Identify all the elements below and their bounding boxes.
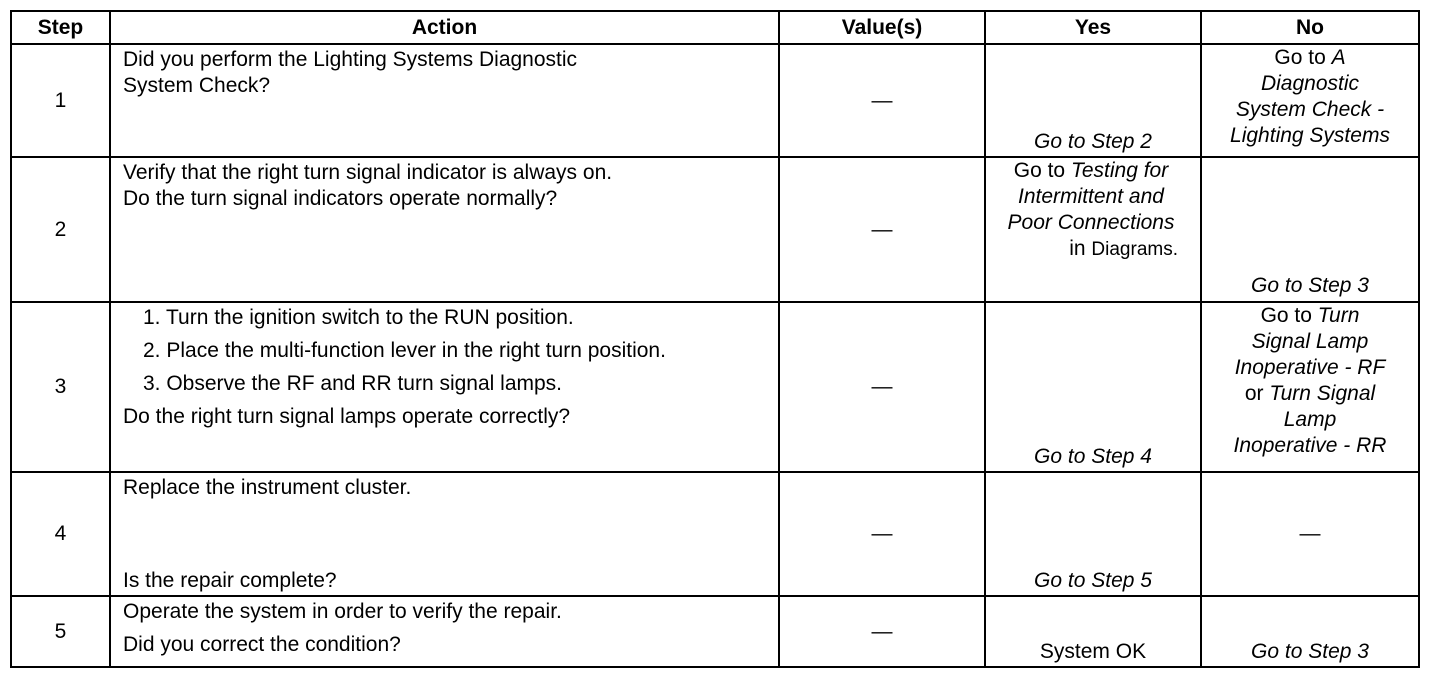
table-row-step-4 — [11, 472, 1419, 596]
list-item: 2. Place the multi-function lever in the right turn position. — [143, 339, 666, 362]
action-cell — [110, 157, 779, 302]
action-text: Replace the instrument cluster. — [123, 476, 412, 499]
table-row-step-2 — [11, 157, 1419, 302]
value-cell: — — [779, 302, 985, 472]
action-text: Operate the system in order to verify the repair. — [123, 600, 562, 623]
table-row-step-5 — [11, 596, 1419, 667]
yes-link-text: in Diagrams. — [1069, 237, 1178, 260]
yes-cell — [985, 302, 1201, 472]
step-number: 2 — [11, 157, 110, 302]
yes-link-text: Poor Connections — [1007, 211, 1175, 234]
table-row-step-1 — [11, 44, 1419, 157]
header-action: Action — [110, 11, 779, 44]
action-text: System Check? — [123, 74, 271, 97]
value-cell: — — [779, 472, 985, 596]
value-cell: — — [779, 596, 985, 667]
step-number: 4 — [11, 472, 110, 596]
list-item: 3. Observe the RF and RR turn signal lamps. — [143, 372, 563, 395]
action-text: Verify that the right turn signal indicator is always on. — [123, 161, 613, 184]
action-cell — [110, 302, 779, 472]
no-link[interactable]: Go to Turn — [1260, 304, 1360, 327]
yes-result: System OK — [1039, 640, 1147, 663]
action-question: Do the turn signal indicators operate normally? — [123, 187, 558, 210]
no-link[interactable]: Go to Step 3 — [1251, 640, 1369, 663]
header-no: No — [1201, 11, 1419, 44]
no-cell — [1201, 157, 1419, 302]
value-cell: — — [779, 157, 985, 302]
no-cell — [1201, 596, 1419, 667]
no-cell: — — [1201, 472, 1419, 596]
procedure-list — [123, 305, 772, 397]
yes-cell — [985, 44, 1201, 157]
no-link-text: Diagnostic — [1260, 72, 1360, 95]
no-link-text: Inoperative - RR — [1233, 434, 1387, 457]
action-cell — [110, 596, 779, 667]
step-number: 5 — [11, 596, 110, 667]
no-link-alt[interactable]: or Turn Signal — [1244, 382, 1376, 405]
table-row-step-3 — [11, 302, 1419, 472]
yes-cell — [985, 596, 1201, 667]
no-link-text: Inoperative - RF — [1234, 356, 1386, 379]
action-question: Did you correct the condition? — [123, 633, 401, 656]
list-item: 1. Turn the ignition switch to the RUN position. — [143, 306, 574, 329]
no-cell — [1201, 44, 1419, 157]
header-row — [11, 11, 1419, 44]
no-link-text: System Check - — [1235, 98, 1385, 121]
no-cell — [1201, 302, 1419, 472]
no-link[interactable]: Go to Step 3 — [1251, 274, 1369, 297]
yes-cell — [985, 472, 1201, 596]
action-cell — [110, 44, 779, 157]
yes-cell — [985, 157, 1201, 302]
action-question: Do the right turn signal lamps operate correctly? — [123, 405, 571, 428]
header-step: Step — [11, 11, 110, 44]
no-link-text: Lighting Systems — [1230, 124, 1390, 147]
no-link[interactable]: Go to A — [1274, 46, 1346, 69]
diagnostic-table — [10, 10, 1420, 668]
yes-link[interactable]: Go to Step 4 — [1034, 445, 1152, 468]
header-yes: Yes — [985, 11, 1201, 44]
step-number: 1 — [11, 44, 110, 157]
yes-link[interactable]: Go to Step 5 — [1034, 569, 1152, 592]
value-cell: — — [779, 44, 985, 157]
yes-link[interactable]: Go to Testing for — [1013, 159, 1169, 182]
action-question: Is the repair complete? — [123, 569, 337, 592]
header-values: Value(s) — [779, 11, 985, 44]
yes-link-text: Intermittent and — [1018, 185, 1164, 208]
yes-link[interactable]: Go to Step 2 — [1034, 130, 1152, 153]
no-link-text: Lamp — [1283, 408, 1337, 431]
action-text: Did you perform the Lighting Systems Diagnostic — [123, 48, 578, 71]
no-link-text: Signal Lamp — [1251, 330, 1369, 353]
step-number: 3 — [11, 302, 110, 472]
action-cell — [110, 472, 779, 596]
